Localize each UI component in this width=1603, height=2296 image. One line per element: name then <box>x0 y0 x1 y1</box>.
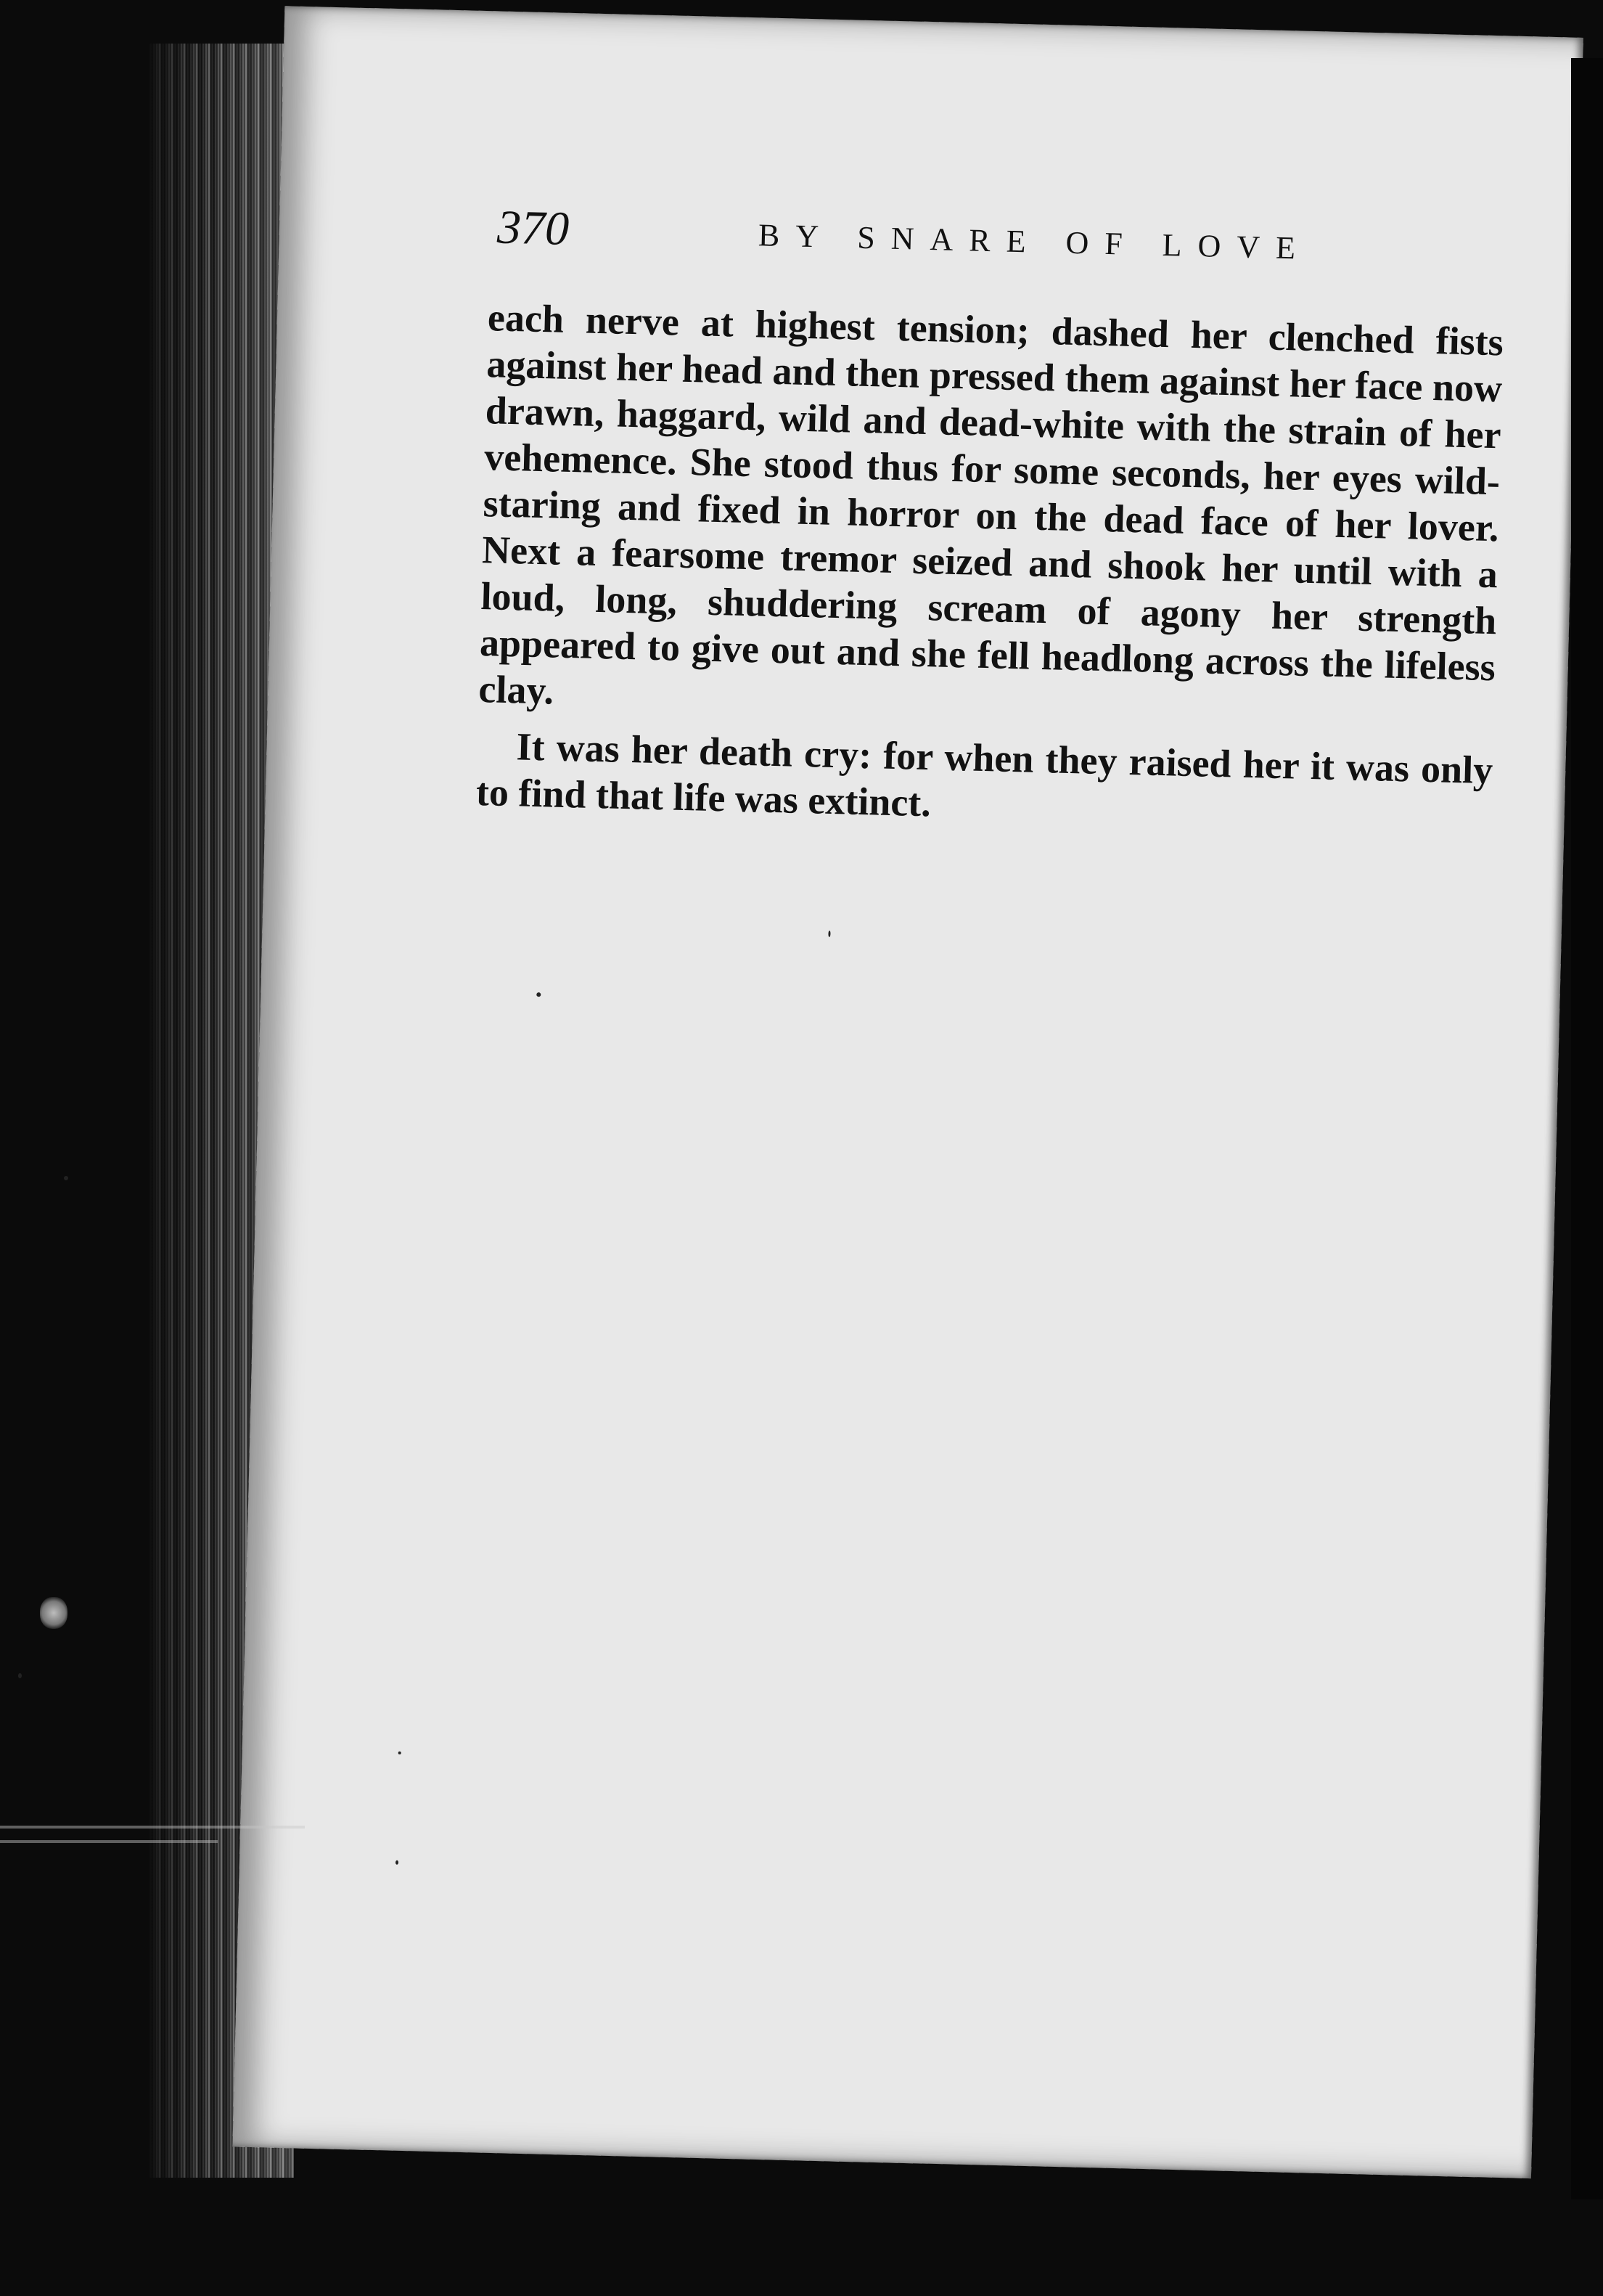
dust-speck <box>828 931 830 937</box>
paragraph: It was her death cry: for when they raised her it was only to find that life was extinct. <box>475 724 1493 825</box>
dust-speck <box>18 1673 22 1678</box>
scan-border-right <box>1571 58 1603 2199</box>
dust-speck <box>395 1860 398 1865</box>
scan-streak <box>0 1840 218 1843</box>
dust-speck <box>64 1176 68 1180</box>
paragraph: each nerve at highest tension; dashed her clenched fists against her head and then pressed them against her face now drawn, haggard, wild and dead-white with the strain of her vehemence. She stood thus for some seconds, her eyes wild-staring and fixed in horror on the dead face of her lover. Next a fearsome tremor seized and shook her until with a loud, long, shuddering scream of agony her strength appeared to give out and she fell headlong across the lifeless clay. <box>477 295 1504 713</box>
dust-speck <box>536 992 541 997</box>
page-header <box>496 200 1514 297</box>
book-page <box>232 6 1583 2178</box>
scan-stain <box>40 1597 67 1629</box>
body-text <box>475 294 1504 840</box>
scan-streak <box>0 1826 305 1829</box>
page-number: 370 <box>496 200 570 256</box>
running-head: BY SNARE OF LOVE <box>758 217 1312 266</box>
dust-speck <box>398 1752 401 1754</box>
